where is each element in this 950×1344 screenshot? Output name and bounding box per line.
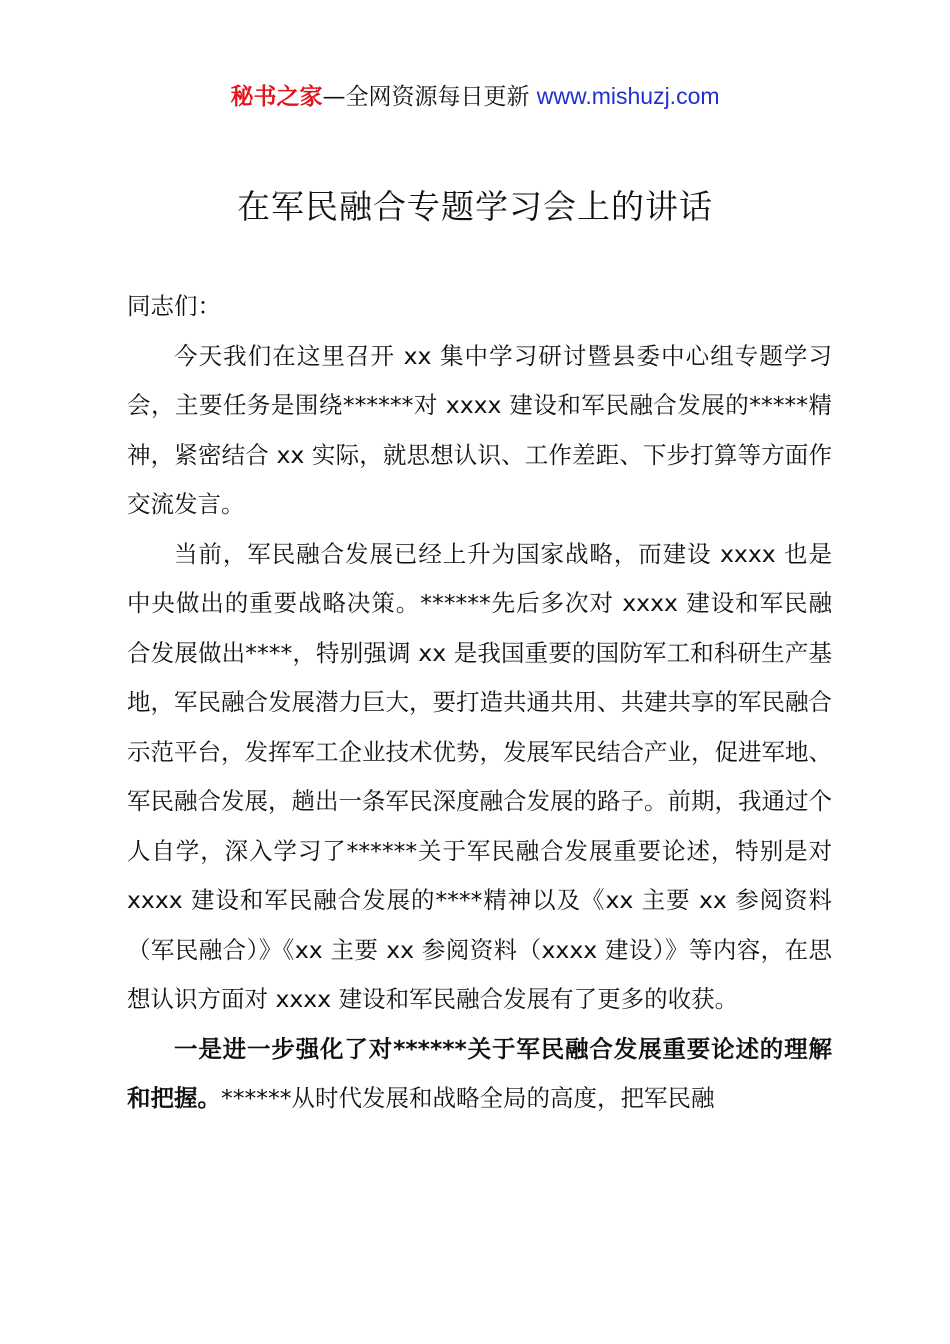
point-one-heading: 一是进一步强化了对******关于军民融合发展重要论述的理解和把握。 (127, 1034, 832, 1112)
paragraph-intro: 今天我们在这里召开 xx 集中学习研讨暨县委中心组专题学习会，主要任务是围绕******对 xxxx 建设和军民融合发展的*****精神，紧密结合 xx 实际，就思想认识、工作差距、下步打算等方面作交流发言。 (127, 341, 832, 518)
paragraph-background: 当前，军民融合发展已经上升为国家战略，而建设 xxxx 也是中央做出的重要战略决策。******先后多次对 xxxx 建设和军民融合发展做出****，特别强调 xx 是我国重要的国防军工和科研生产基地，军民融合发展潜力巨大，要打造共通共用、共建共享的军民融合示范平台，发挥军工企业技术优势，发展军民结合产业，促进军地、军民融合发展，趟出一条军民深度融合发展的路子。前期，我通过个人自学，深入学习了******关于军民融合发展重要论述，特别是对 xxxx 建设和军民融合发展的****精神以及《xx 主要 xx 参阅资料（军民融合）》《xx 主要 xx 参阅资料（xxxx 建设）》等内容，在思想认识方面对 xxxx 建设和军民融合发展有了更多的收获。 (127, 539, 832, 1013)
document-title: 在军民融合专题学习会上的讲话 (237, 187, 713, 226)
document-body (127, 282, 832, 1124)
brand-name: 秘书之家 (230, 84, 323, 110)
salutation: 同志们： (127, 292, 221, 320)
paragraph-point-one (127, 1025, 832, 1124)
site-header (0, 80, 950, 113)
point-one-text: ******从时代发展和战略全局的高度，把军民融 (221, 1084, 715, 1112)
header-slogan: —全网资源每日更新 (322, 84, 530, 110)
site-url[interactable]: www.mishuzj.com (536, 83, 720, 109)
